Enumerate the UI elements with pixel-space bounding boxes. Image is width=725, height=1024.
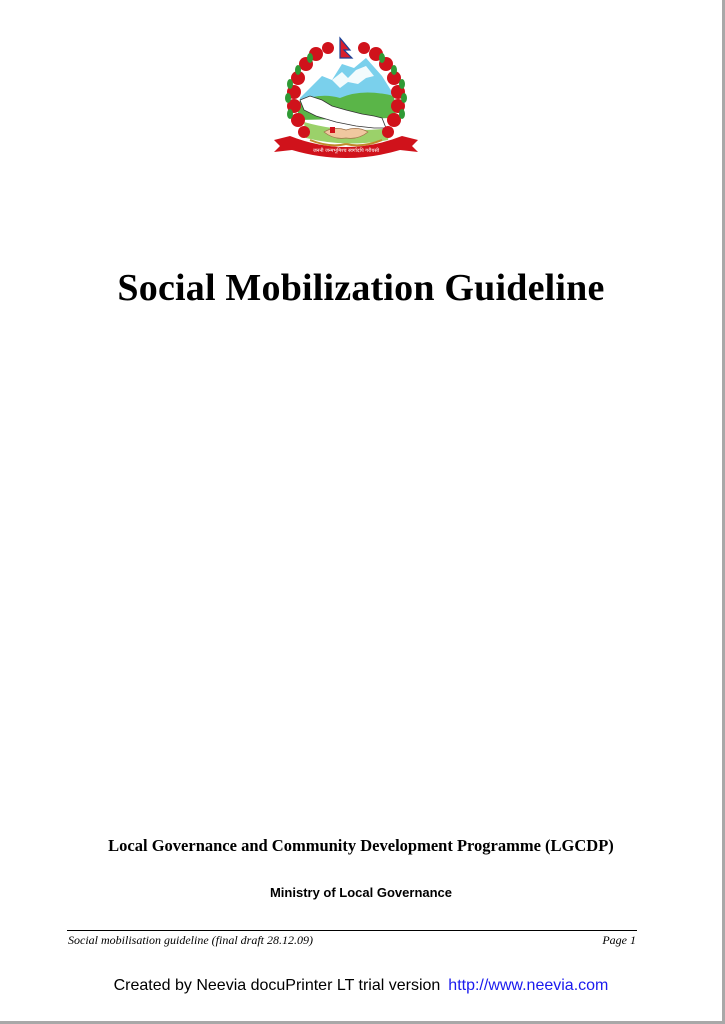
footer-page-number: Page 1 [602,933,636,947]
footer-divider [67,930,637,931]
watermark-text: Created by Neevia docuPrinter LT trial version [113,977,441,994]
nepal-emblem-icon [270,36,422,162]
ministry-name: Ministry of Local Governance [269,885,453,900]
programme-name: Local Governance and Community Development Programme (LGCDP) [108,836,614,855]
document-title: Social Mobilization Guideline [117,267,605,309]
footer-document-label: Social mobilisation guideline (final draft 28.12.09) [68,933,313,947]
trial-watermark [0,977,722,995]
watermark-link[interactable]: http://www.neevia.com [448,977,609,994]
emblem-banner-text: जननी जन्मभूमिश्च स्वर्गादपि गरीयसी [312,148,380,154]
